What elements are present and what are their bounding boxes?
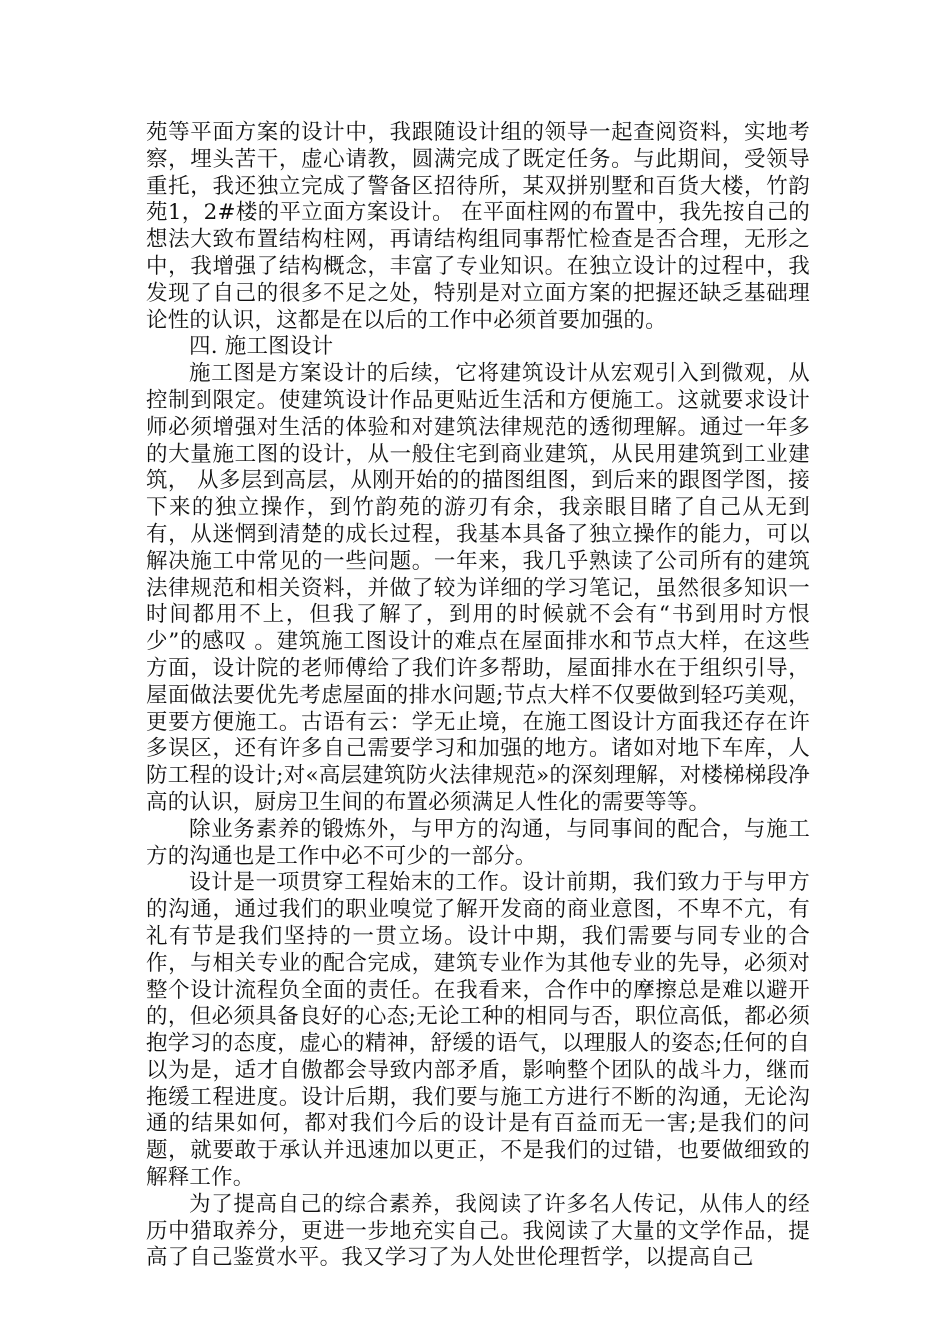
document-page — [146, 120, 810, 1272]
paragraph-communication: 除业务素养的锻炼外，与甲方的沟通，与同事间的配合，与施工方的沟通也是工作中必不可少的一部分。 — [146, 816, 810, 869]
paragraph-construction-drawing: 施工图是方案设计的后续，它将建筑设计从宏观引入到微观，从控制到限定。使建筑设计作品更贴近生活和方便施工。这就要求设计师必须增强对生活的体验和对建筑法律规范的透彻理解。通过一年多的大量施工图的设计，从一般住宅到商业建筑，从民用建筑到工业建筑， 从多层到高层，从刚开始的的描图组图，到后来的跟图学图，接下来的独立操作，到竹韵苑的游刃有余，我亲眼目睹了自己从无到有，从迷惘到清楚的成长过程，我基本具备了独立操作的能力，可以解决施工中常见的一些问题。一年来，我几乎熟读了公司所有的建筑法律规范和相关资料，并做了较为详细的学习笔记，虽然很多知识一时间都用不上，但我了解了，到用的时候就不会有“书到用时方恨少”的感叹 。建筑施工图设计的难点在屋面排水和节点大样，在这些方面，设计院的老师傅给了我们许多帮助，屋面排水在于组织引导，屋面做法要优先考虑屋面的排水问题;节点大样不仅要做到轻巧美观，更要方便施工。古语有云：学无止境，在施工图设计方面我还存在许多误区，还有许多自己需要学习和加强的地方。诸如对地下车库，人防工程的设计;对«高层建筑防火法律规范»的深刻理解，对楼梯梯段净高的认识，厨房卫生间的布置必须满足人性化的需要等等。 — [146, 361, 810, 815]
paragraph-design-process: 设计是一项贯穿工程始末的工作。设计前期，我们致力于与甲方的沟通，通过我们的职业嗅觉了解开发商的商业意图，不卑不亢，有礼有节是我们坚持的一贯立场。设计中期，我们需要与同专业的合作，与相关专业的配合完成，建筑专业作为其他专业的先导，必须对整个设计流程负全面的责任。在我看来，合作中的摩擦总是难以避开的，但必须具备良好的心态;无论工种的相同与否，职位高低，都必须抱学习的态度，虚心的精神，舒缓的语气，以理服人的姿态;任何的自以为是，适才自傲都会导致内部矛盾，影响整个团队的战斗力，继而拖缓工程进度。设计后期，我们要与施工方进行不断的沟通，无论沟通的结果如何，都对我们今后的设计是有百益而无一害;是我们的问题，就要敢于承认并迅速加以更正，不是我们的过错，也要做细致的解释工作。 — [146, 870, 810, 1191]
paragraph-scheme-design: 苑等平面方案的设计中，我跟随设计组的领导一起查阅资料，实地考察，埋头苦干，虚心请教，圆满完成了既定任务。与此期间，受领导重托，我还独立完成了警备区招待所，某双拼别墅和百货大楼，竹韵苑1，2#楼的平立面方案设计。 在平面柱网的布置中，我先按自己的想法大致布置结构柱网，再请结构组同事帮忙检查是否合理，无形之中，我增强了结构概念，丰富了专业知识。在独立设计的过程中，我发现了自己的很多不足之处，特别是对立面方案的把握还缺乏基础理论性的认识，这都是在以后的工作中必须首要加强的。 — [146, 120, 810, 333]
paragraph-self-improvement: 为了提高自己的综合素养，我阅读了许多名人传记，从伟人的经历中猎取养分，更进一步地充实自己。我阅读了大量的文学作品，提高了自己鉴赏水平。我又学习了为人处世伦理哲学，以提高自己 — [146, 1191, 810, 1271]
section-heading-construction-drawing: 四. 施工图设计 — [189, 334, 334, 360]
